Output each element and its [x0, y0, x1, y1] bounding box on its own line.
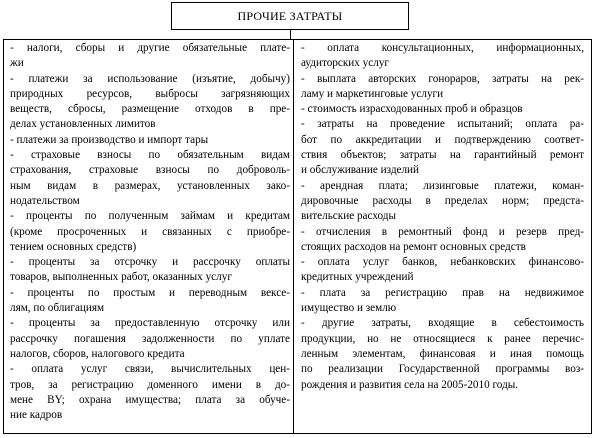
- right-column-item: [301, 316, 584, 392]
- item-line: рождения и развития села на 2005-2010 годы.: [301, 378, 519, 391]
- left-column-item: [10, 286, 290, 317]
- item-line: тров, за регистрацию доменного имени в до-: [10, 378, 290, 391]
- diagram-title: ПРОЧИЕ ЗАТРАТЫ: [237, 8, 343, 23]
- item-line: тением основных средств): [10, 240, 137, 253]
- item-line: товаров, выполненных работ, оказанных услуг: [10, 271, 232, 284]
- item-line: ние кадров: [10, 409, 63, 422]
- costs-table: [3, 39, 592, 434]
- item-line: - страховые взносы по обязательным видам: [10, 149, 290, 162]
- item-line: продукции, но не относящиеся к ранее перечис-: [301, 332, 584, 345]
- right-column-item: [301, 255, 584, 286]
- right-column-item: [301, 117, 584, 178]
- item-line: бот по аккредитации и подтверждению соответ-: [301, 133, 584, 146]
- item-line: - плата за регистрацию прав на недвижимое: [301, 286, 584, 299]
- item-line: по реализации Государственной программы воз-: [301, 363, 584, 376]
- item-line: - платежи за производство и импорт тары: [10, 133, 209, 146]
- item-line: налогов, сборов, налогового кредита: [10, 347, 185, 360]
- right-column: [301, 41, 584, 393]
- item-line: рассрочку погашения задолженности по уплате: [10, 332, 290, 345]
- item-line: стоящих расходов на ремонт основных средств: [301, 240, 526, 253]
- item-line: - оплата услуг связи, вычислительных цен-: [10, 363, 290, 376]
- item-line: - другие затраты, входящие в себестоимость: [301, 317, 584, 330]
- item-line: страхования, страховые взносы по доброволь-: [10, 164, 290, 177]
- item-line: - оплата услуг банков, небанковских финансово-: [301, 256, 584, 269]
- right-column-item: [301, 286, 584, 317]
- item-line: - выплата авторских гонораров, затраты на рек-: [301, 72, 584, 85]
- item-line: (кроме просроченных и связанных с приобре-: [10, 225, 290, 238]
- left-column-item: [10, 133, 290, 148]
- title-box: [171, 2, 409, 30]
- item-line: дировочные расходы в пределах норм; предста-: [301, 194, 584, 207]
- item-line: - проценты по простым и переводным вексе-: [10, 286, 290, 299]
- item-line: - проценты за предоставленную отсрочку или: [10, 317, 290, 330]
- item-line: веществ, сбросы, размещение отходов в пре-: [10, 103, 290, 116]
- item-line: ствия объектов; затраты на гарантийный ремонт: [301, 149, 584, 162]
- item-line: и обслуживание изделий: [301, 164, 420, 177]
- left-column-item: [10, 72, 290, 133]
- item-line: ламу и маркетинговые услуги: [301, 87, 444, 100]
- item-line: - затраты на проведение испытаний; оплата ра-: [301, 118, 584, 131]
- column-divider: [293, 40, 294, 433]
- item-line: нодательством: [10, 194, 80, 207]
- left-column-item: [10, 148, 290, 209]
- item-line: - оплата консультационных, информационных,: [301, 42, 584, 54]
- item-line: - отчисления в ремонтный фонд и резерв пред-: [301, 225, 584, 238]
- item-line: имущество и землю: [301, 302, 397, 315]
- item-line: - платежи за использование (изъятие, добычу): [10, 72, 290, 85]
- item-line: вительские расходы: [301, 210, 396, 223]
- right-column-item: [301, 179, 584, 225]
- left-column-item: [10, 209, 290, 255]
- item-line: - проценты за отсрочку и рассрочку оплаты: [10, 256, 290, 269]
- left-column-item: [10, 316, 290, 362]
- item-line: делах установленных лимитов: [10, 118, 156, 131]
- item-line: - арендная плата; лизинговые платежи, коман-: [301, 179, 584, 192]
- item-line: лям, по облигациям: [10, 302, 105, 315]
- item-line: аудиторских услуг: [301, 57, 389, 70]
- item-line: - проценты по полученным займам и кредитам: [10, 210, 290, 223]
- item-line: ным видам в размерах, установленных зако-: [10, 179, 290, 192]
- left-column: [10, 41, 290, 423]
- item-line: мене BY; охрана имущества; плата за обуче-: [10, 393, 290, 406]
- left-column-item: [10, 41, 290, 72]
- item-line: природных ресурсов, выбросы загрязняющих: [10, 87, 290, 100]
- item-line: ленным элементам, финансовая и иная помощь: [301, 347, 584, 360]
- item-line: - стоимость израсходованных проб и образцов: [301, 103, 523, 116]
- item-line: жи: [10, 57, 24, 70]
- right-column-item: [301, 225, 584, 256]
- left-column-item: [10, 362, 290, 423]
- title-connector: [290, 30, 291, 39]
- item-line: - налоги, сборы и другие обязательные плате-: [10, 42, 290, 54]
- right-column-item: [301, 72, 584, 103]
- right-column-item: [301, 102, 584, 117]
- item-line: кредитных учреждений: [301, 271, 414, 284]
- left-column-item: [10, 255, 290, 286]
- right-column-item: [301, 41, 584, 72]
